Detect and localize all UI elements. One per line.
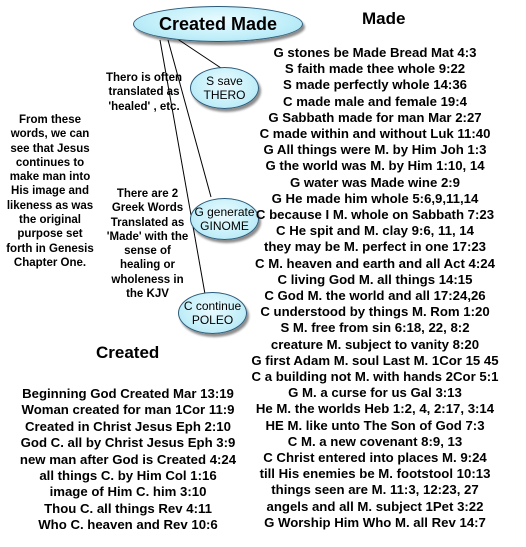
note-thero: Thero is often translated as 'healed' , etc.: [105, 72, 183, 113]
made-item: angels and all M. subject 1Pet 3:22: [266, 498, 484, 514]
made-heading: Made: [362, 9, 406, 28]
created-item: Woman created for man 1Cor 11:9: [21, 402, 235, 418]
made-item: C made male and female 19:4: [283, 93, 467, 109]
created-heading: Created: [96, 343, 160, 362]
made-item: G water was Made wine 2:9: [289, 174, 461, 190]
made-item: things seen are M. 11:3, 12:23, 27: [271, 482, 479, 498]
made-item: C He spit and M. clay 9:6, 11, 14: [276, 223, 474, 239]
oval-save-line1: S save: [206, 74, 243, 88]
made-item: G He made him whole 5:6,9,11,14: [271, 190, 479, 206]
note-conclusion: From these words, we can see that Jesus continues to make man into His image and likeness as was the original purpose set forth in Genesis Chapter One.: [6, 114, 94, 269]
made-item: G Worship Him Who M. all Rev 14:7: [264, 514, 486, 530]
oval-generate-line2: GINOME: [200, 219, 249, 233]
note-greek-words: There are 2 Greek Words Translated as 'Made' with the sense of healing or wholeness in the KJV: [106, 188, 189, 301]
created-item: Beginning God Created Mar 13:19: [22, 386, 234, 401]
made-item: C God M. the world and all 17:24,26: [264, 288, 486, 304]
made-item: C Christ entered into places M. 9:24: [263, 450, 487, 466]
oval-continue-line1: C continue: [183, 299, 242, 313]
made-item: S faith made thee whole 9:22: [284, 61, 466, 77]
title-text: Created Made: [158, 13, 278, 34]
created-list: [0, 386, 256, 534]
made-item: C M. a new covenant 8:9, 13: [287, 433, 463, 449]
made-item: till His enemies be M. footstool 10:13: [259, 466, 491, 482]
created-item: all things C. by Him Col 1:16: [39, 468, 217, 484]
made-item: C M. heaven and earth and all Act 4:24: [255, 255, 495, 271]
made-item: C made within and without Luk 11:40: [259, 126, 491, 142]
made-item: G the world was M. by Him 1:10, 14: [265, 158, 485, 174]
made-item: C understood by things M. Rom 1:20: [260, 304, 490, 320]
created-item: Who C. heaven and Rev 10:6: [38, 517, 218, 533]
made-item: creature M. subject to vanity 8:20: [270, 336, 480, 352]
made-item: G first Adam M. soul Last M. 1Cor 15 45: [251, 352, 499, 368]
made-item: G Sabbath made for man Mar 2:27: [268, 109, 482, 125]
made-list: [224, 45, 526, 531]
made-item: C a building not M. with hands 2Cor 5:1: [251, 369, 499, 385]
made-item: G stones be Made Bread Mat 4:3: [273, 45, 477, 60]
created-item: Thou C. all things Rev 4:11: [44, 500, 212, 516]
made-item: He M. the worlds Heb 1:2, 4, 2:17, 3:14: [255, 401, 495, 417]
oval-continue-line2: POLEO: [191, 313, 234, 327]
oval-save-line2: THERO: [203, 88, 246, 102]
created-item: new man after God is Created 4:24: [19, 451, 237, 467]
title-oval: [133, 6, 303, 42]
made-item: G M. a curse for us Gal 3:13: [288, 385, 462, 401]
connector-title-to-save: [176, 38, 224, 70]
oval-generate-line1: G generate: [194, 205, 255, 219]
connector-title-to-generate: [168, 40, 211, 197]
made-item: they may be M. perfect in one 17:23: [263, 239, 487, 255]
created-item: God C. all by Christ Jesus Eph 3:9: [20, 435, 236, 451]
made-item: C living God M. all things 14:15: [277, 271, 473, 287]
made-item: S M. free from sin 6:18, 22, 8:2: [280, 320, 470, 336]
made-item: HE M. like unto The Son of God 7:3: [265, 417, 485, 433]
created-item: image of Him C. him 3:10: [49, 484, 207, 500]
made-item: G All things were M. by Him Joh 1:3: [263, 142, 487, 158]
made-item: C because I M. whole on Sabbath 7:23: [255, 207, 495, 223]
created-item: Created in Christ Jesus Eph 2:10: [25, 418, 231, 434]
made-item: S made perfectly whole 14:36: [283, 77, 467, 93]
